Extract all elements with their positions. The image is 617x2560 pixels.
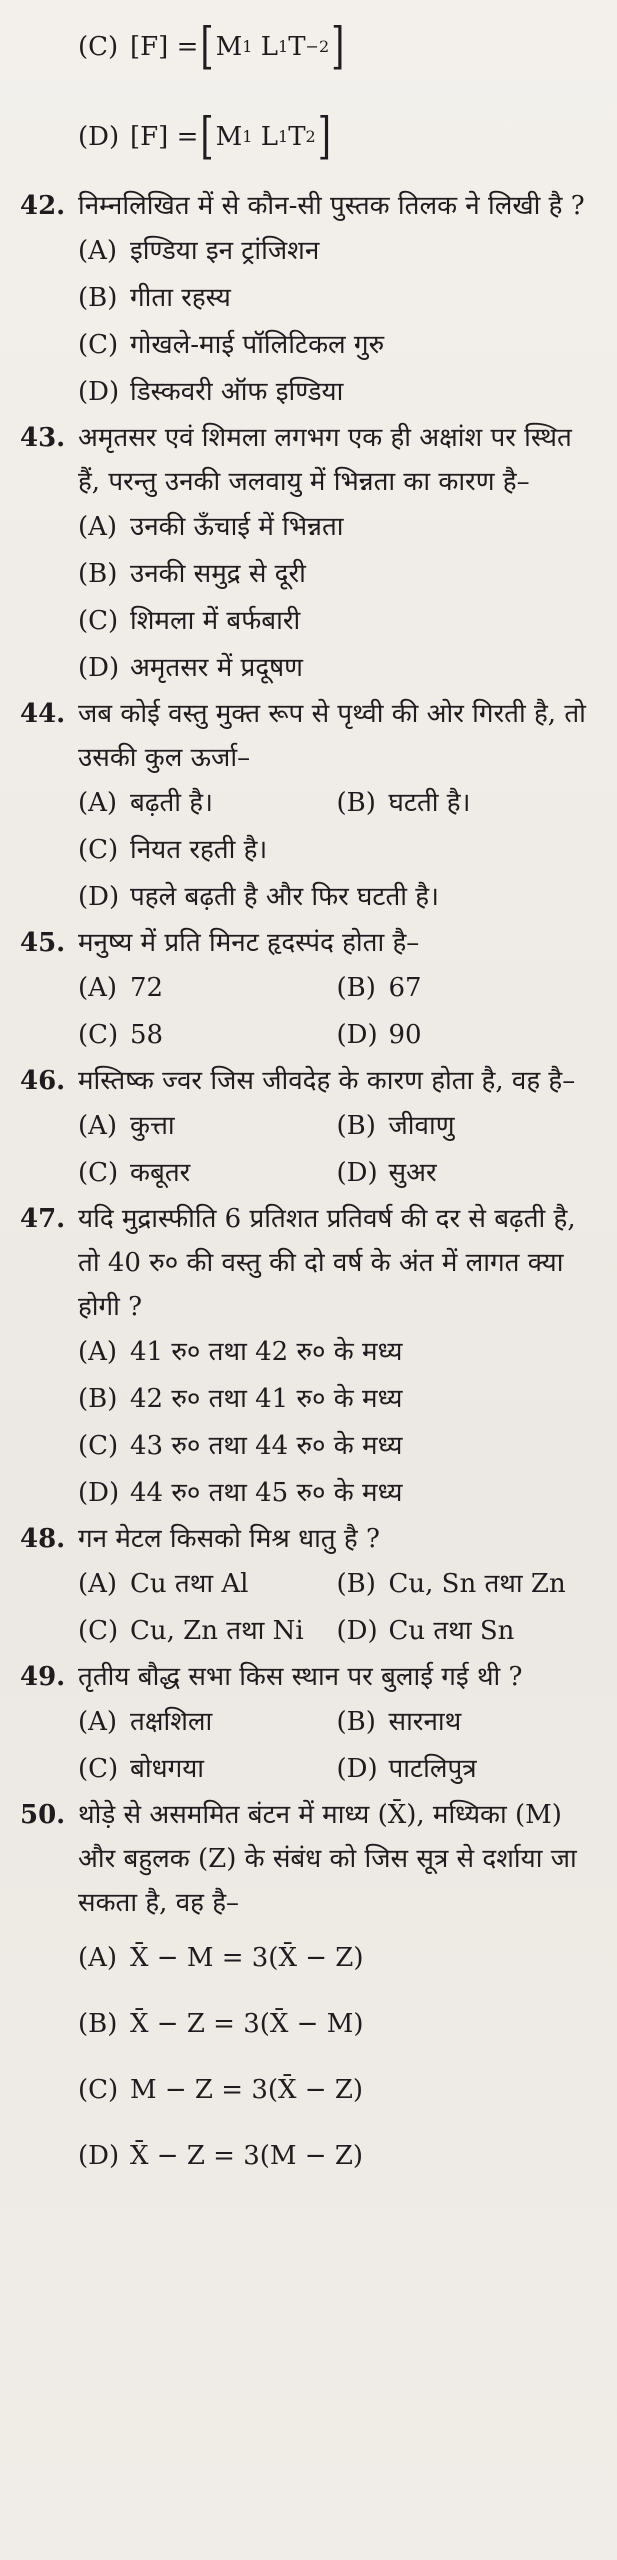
option-b[interactable]: [337, 1699, 596, 1746]
question-50: [20, 1793, 595, 2189]
question-text: मस्तिष्क ज्वर जिस जीवदेह के कारण होता है, वह है–: [78, 1066, 576, 1096]
exp-m: 1: [242, 37, 253, 56]
option-label: (B): [78, 1384, 118, 1414]
option-row: [78, 965, 595, 1012]
option-label: (C): [78, 1754, 119, 1784]
question-49: [20, 1655, 595, 1793]
option-row: [78, 1746, 595, 1793]
right-bracket: ]: [331, 17, 345, 76]
option-c[interactable]: [78, 1012, 337, 1059]
option-text: 72: [130, 973, 164, 1003]
question-42: [20, 184, 595, 416]
option-text: Cu, Zn तथा Ni: [130, 1616, 304, 1646]
option-c[interactable]: [78, 1423, 595, 1470]
option-text: बोधगया: [130, 1754, 205, 1784]
option-label: (D): [336, 1158, 378, 1188]
question-number: 46.: [20, 1066, 66, 1096]
exp-t: −2: [305, 37, 330, 56]
option-row: [78, 1150, 595, 1197]
option-d[interactable]: [337, 1150, 596, 1197]
option-label: (B): [336, 1707, 376, 1737]
option-c[interactable]: [78, 598, 595, 645]
option-label: (A): [78, 1337, 118, 1367]
question-45: [20, 921, 595, 1059]
option-label: (C): [78, 606, 119, 636]
exp-l: 1: [278, 127, 289, 146]
option-c[interactable]: [78, 2057, 595, 2123]
option-b[interactable]: [78, 1991, 595, 2057]
option-text: गीता रहस्य: [130, 283, 231, 313]
option-row: [78, 780, 595, 827]
option-text: Cu, Sn तथा Zn: [388, 1569, 566, 1599]
exp-m: 1: [242, 127, 253, 146]
option-label: (D): [336, 1616, 378, 1646]
exp-l: 1: [278, 37, 289, 56]
question-number: 44.: [20, 699, 66, 729]
option-text: Cu तथा Sn: [388, 1616, 515, 1646]
option-c[interactable]: [78, 322, 595, 369]
option-text: पहले बढ़ती है और फिर घटती है।: [130, 882, 439, 912]
option-a[interactable]: [78, 1699, 337, 1746]
option-text: कबूतर: [130, 1158, 191, 1188]
option-text: घटती है।: [388, 788, 471, 818]
option-text: शिमला में बर्फबारी: [130, 606, 301, 636]
option-text: 43 रु० तथा 44 रु० के मध्य: [130, 1431, 403, 1461]
right-bracket: ]: [317, 108, 331, 166]
option-a[interactable]: [78, 1103, 337, 1150]
option-row: [78, 1561, 595, 1608]
option-text: X̄ − Z = 3(M − Z): [130, 2141, 364, 2171]
option-text: उनकी ऊँचाई में भिन्नता: [130, 512, 344, 542]
question-text: अमृतसर एवं शिमला लगभग एक ही अक्षांश पर स्थित हैं, परन्तु उनकी जलवायु में भिन्नता का कारण है–: [78, 423, 572, 497]
formula-l: L: [260, 32, 278, 62]
option-label: (B): [78, 283, 118, 313]
option-d[interactable]: [78, 2123, 595, 2189]
option-label: (B): [336, 1111, 376, 1141]
formula: [130, 104, 333, 170]
option-text: इण्डिया इन ट्रांजिशन: [130, 236, 320, 266]
option-text: X̄ − M = 3(X̄ − Z): [130, 1943, 364, 1973]
option-c[interactable]: [78, 1746, 337, 1793]
question-47: [20, 1197, 595, 1517]
formula-m: M: [215, 122, 243, 152]
left-bracket: [: [200, 17, 214, 76]
formula-t: T: [288, 32, 306, 62]
question-43: [20, 416, 595, 692]
option-d[interactable]: [78, 874, 595, 921]
option-row: [78, 1012, 595, 1059]
option-d[interactable]: [78, 369, 595, 416]
option-text: डिस्कवरी ऑफ इण्डिया: [130, 377, 344, 407]
option-row: [78, 1608, 595, 1655]
question-text: मनुष्य में प्रति मिनट हृदस्पंद होता है–: [78, 928, 420, 958]
formula-lhs: [F] =: [130, 32, 199, 62]
question-text: जब कोई वस्तु मुक्त रूप से पृथ्वी की ओर गिरती है, तो उसकी कुल ऊर्जा–: [78, 699, 586, 773]
option-label: (A): [78, 1111, 118, 1141]
option-label: (A): [78, 1707, 118, 1737]
option-c[interactable]: [78, 14, 595, 80]
option-text: बढ़ती है।: [130, 788, 213, 818]
option-label: (D): [336, 1754, 378, 1784]
question-text: गन मेटल किसको मिश्र धातु है ?: [78, 1524, 380, 1554]
option-text: 67: [388, 973, 422, 1003]
option-a[interactable]: [78, 504, 595, 551]
option-b[interactable]: [337, 1103, 596, 1150]
question-text: यदि मुद्रास्फीति 6 प्रतिशत प्रतिवर्ष की दर से बढ़ती है, तो 40 रु० की वस्तु की दो वर्ष के अंत में लागत क्या होगी ?: [78, 1204, 576, 1322]
option-row: [78, 1699, 595, 1746]
option-d[interactable]: [337, 1012, 596, 1059]
option-b[interactable]: [78, 551, 595, 598]
option-label: (C): [78, 1431, 119, 1461]
question-number: 45.: [20, 928, 66, 958]
option-text: 58: [130, 1020, 164, 1050]
formula-l: L: [260, 122, 278, 152]
option-b[interactable]: [78, 275, 595, 322]
option-d[interactable]: [337, 1746, 596, 1793]
question-48: [20, 1517, 595, 1655]
option-d[interactable]: [78, 104, 595, 170]
option-d[interactable]: [337, 1608, 596, 1655]
option-d[interactable]: [78, 1470, 595, 1517]
option-text: X̄ − Z = 3(X̄ − M): [130, 2009, 364, 2039]
option-label: (B): [78, 2009, 118, 2039]
option-label: (B): [78, 559, 118, 589]
option-label: (D): [78, 2141, 120, 2171]
prev-question-options: [20, 14, 595, 170]
option-label: (D): [78, 882, 120, 912]
option-text: पाटलिपुत्र: [388, 1754, 477, 1784]
question-46: [20, 1059, 595, 1197]
exp-t: 2: [305, 127, 316, 146]
option-text: कुत्ता: [130, 1111, 175, 1141]
option-label: (C): [78, 1020, 119, 1050]
option-text: 44 रु० तथा 45 रु० के मध्य: [130, 1478, 403, 1508]
question-text: तृतीय बौद्ध सभा किस स्थान पर बुलाई गई थी ?: [78, 1662, 523, 1692]
formula-lhs: [F] =: [130, 122, 199, 152]
option-text: 41 रु० तथा 42 रु० के मध्य: [130, 1337, 403, 1367]
question-number: 43.: [20, 423, 66, 453]
formula-m: M: [215, 32, 243, 62]
option-text: 90: [388, 1020, 422, 1050]
option-a[interactable]: [78, 1925, 595, 1991]
option-label: (B): [336, 788, 376, 818]
option-text: अमृतसर में प्रदूषण: [130, 653, 303, 683]
option-label: (A): [78, 236, 118, 266]
option-label: (C): [78, 1158, 119, 1188]
option-text: जीवाणु: [388, 1111, 455, 1141]
question-number: 50.: [20, 1800, 66, 1830]
option-label: (D): [78, 122, 120, 152]
question-number: 48.: [20, 1524, 66, 1554]
option-b[interactable]: [337, 1561, 596, 1608]
option-label: (A): [78, 973, 118, 1003]
formula: [130, 14, 346, 80]
option-label: (B): [336, 973, 376, 1003]
option-label: (D): [336, 1020, 378, 1050]
option-row: [78, 1103, 595, 1150]
option-text: गोखले-माई पॉलिटिकल गुरु: [130, 330, 385, 360]
option-label: (D): [78, 653, 120, 683]
option-label: (C): [78, 330, 119, 360]
option-text: तक्षशिला: [130, 1707, 213, 1737]
option-text: सारनाथ: [388, 1707, 462, 1737]
option-a[interactable]: [78, 965, 337, 1012]
option-a[interactable]: [78, 1329, 595, 1376]
option-b[interactable]: [337, 965, 596, 1012]
option-text: नियत रहती है।: [130, 835, 268, 865]
formula-t: T: [288, 122, 306, 152]
option-label: (C): [78, 2075, 119, 2105]
option-a[interactable]: [78, 780, 337, 827]
option-label: (A): [78, 1569, 118, 1599]
question-number: 42.: [20, 191, 66, 221]
option-label: (D): [78, 1478, 120, 1508]
option-text: Cu तथा Al: [130, 1569, 249, 1599]
question-44: [20, 692, 595, 921]
question-number: 49.: [20, 1662, 66, 1692]
option-label: (C): [78, 835, 119, 865]
option-label: (D): [78, 377, 120, 407]
option-a[interactable]: [78, 1561, 337, 1608]
question-number: 47.: [20, 1204, 66, 1234]
question-text: थोड़े से असममित बंटन में माध्य (X̄), मध्यिका (M) और बहुलक (Z) के संबंध को जिस सूत्र से दर्शाया जा सकता है, वह है–: [78, 1800, 577, 1918]
option-a[interactable]: [78, 228, 595, 275]
option-label: (A): [78, 1943, 118, 1973]
option-c[interactable]: [78, 1150, 337, 1197]
left-bracket: [: [200, 108, 214, 166]
option-label: (C): [78, 1616, 119, 1646]
option-label: (B): [336, 1569, 376, 1599]
option-text: 42 रु० तथा 41 रु० के मध्य: [130, 1384, 403, 1414]
option-c[interactable]: [78, 827, 595, 874]
option-text: सुअर: [388, 1158, 437, 1188]
option-label: (A): [78, 512, 118, 542]
option-text: M − Z = 3(X̄ − Z): [130, 2075, 364, 2105]
option-label: (A): [78, 788, 118, 818]
option-text: उनकी समुद्र से दूरी: [130, 559, 306, 589]
option-b[interactable]: [337, 780, 596, 827]
option-c[interactable]: [78, 1608, 337, 1655]
option-label: (C): [78, 32, 119, 62]
option-d[interactable]: [78, 645, 595, 692]
option-b[interactable]: [78, 1376, 595, 1423]
question-text: निम्नलिखित में से कौन-सी पुस्तक तिलक ने लिखी है ?: [78, 191, 585, 221]
